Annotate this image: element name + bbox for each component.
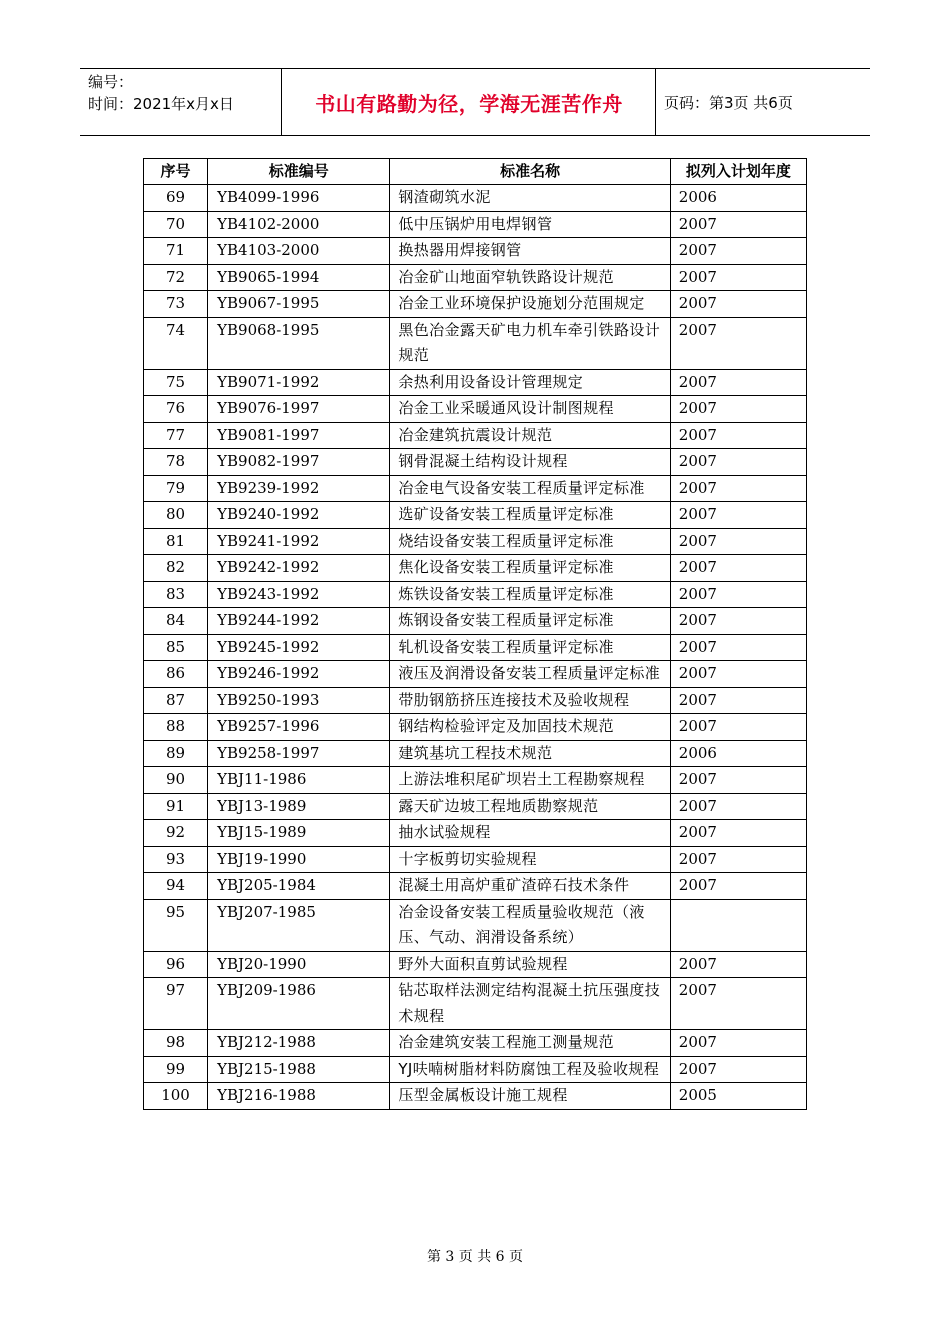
row-number: 88 (144, 714, 208, 741)
planned-year: 2007 (670, 767, 806, 794)
table-row (144, 555, 807, 582)
table-row (144, 291, 807, 318)
row-number: 76 (144, 396, 208, 423)
standard-code: YB9240-1992 (208, 502, 390, 529)
table-row (144, 528, 807, 555)
planned-year: 2007 (670, 581, 806, 608)
standard-code: YB9246-1992 (208, 661, 390, 688)
standard-name: 带肋钢筋挤压连接技术及验收规程 (390, 687, 670, 714)
planned-year: 2007 (670, 422, 806, 449)
table-body (144, 185, 807, 1110)
standard-name: 炼钢设备安装工程质量评定标准 (390, 608, 670, 635)
standard-code: YBJ216-1988 (208, 1083, 390, 1110)
planned-year: 2007 (670, 528, 806, 555)
table-row (144, 238, 807, 265)
table-row (144, 317, 807, 369)
standard-code: YBJ209-1986 (208, 978, 390, 1030)
table-row (144, 608, 807, 635)
header-divider (655, 69, 656, 135)
col-header-name: 标准名称 (390, 159, 670, 185)
standard-code: YB9067-1995 (208, 291, 390, 318)
standard-code: YB9239-1992 (208, 475, 390, 502)
standard-name: 钢骨混凝土结构设计规程 (390, 449, 670, 476)
planned-year: 2007 (670, 793, 806, 820)
planned-year: 2007 (670, 396, 806, 423)
row-number: 93 (144, 846, 208, 873)
planned-year: 2007 (670, 608, 806, 635)
standard-code: YB9082-1997 (208, 449, 390, 476)
planned-year: 2006 (670, 185, 806, 212)
standard-code: YB9258-1997 (208, 740, 390, 767)
table-row (144, 449, 807, 476)
col-header-code: 标准编号 (208, 159, 390, 185)
header-page-info: 页码：第3页 共6页 (664, 93, 793, 112)
standard-name: 上游法堆积尾矿坝岩土工程勘察规程 (390, 767, 670, 794)
standard-code: YB4102-2000 (208, 211, 390, 238)
row-number: 99 (144, 1056, 208, 1083)
standard-name: 低中压锅炉用电焊钢管 (390, 211, 670, 238)
table-row (144, 1030, 807, 1057)
row-number: 84 (144, 608, 208, 635)
header-meta (88, 71, 234, 115)
planned-year: 2007 (670, 317, 806, 369)
standard-name: 炼铁设备安装工程质量评定标准 (390, 581, 670, 608)
table-row (144, 211, 807, 238)
table-row (144, 369, 807, 396)
standard-name: 冶金建筑抗震设计规范 (390, 422, 670, 449)
standard-code: YBJ215-1988 (208, 1056, 390, 1083)
row-number: 74 (144, 317, 208, 369)
standard-name: 冶金工业环境保护设施划分范围规定 (390, 291, 670, 318)
standard-name: 压型金属板设计施工规程 (390, 1083, 670, 1110)
row-number: 97 (144, 978, 208, 1030)
planned-year: 2007 (670, 449, 806, 476)
standard-code: YBJ207-1985 (208, 899, 390, 951)
table-row (144, 661, 807, 688)
table-row (144, 185, 807, 212)
planned-year: 2007 (670, 951, 806, 978)
row-number: 79 (144, 475, 208, 502)
standard-name: 野外大面积直剪试验规程 (390, 951, 670, 978)
table-row (144, 978, 807, 1030)
planned-year: 2007 (670, 369, 806, 396)
planned-year: 2007 (670, 1030, 806, 1057)
row-number: 80 (144, 502, 208, 529)
table-row (144, 1056, 807, 1083)
standard-name: 混凝土用高炉重矿渣碎石技术条件 (390, 873, 670, 900)
table-row (144, 687, 807, 714)
standard-name: 液压及润滑设备安装工程质量评定标准 (390, 661, 670, 688)
standard-name: YJ呋喃树脂材料防腐蚀工程及验收规程 (390, 1056, 670, 1083)
table-row (144, 873, 807, 900)
table-row (144, 846, 807, 873)
table-row (144, 475, 807, 502)
planned-year: 2007 (670, 475, 806, 502)
row-number: 70 (144, 211, 208, 238)
standard-name: 焦化设备安装工程质量评定标准 (390, 555, 670, 582)
row-number: 90 (144, 767, 208, 794)
table-row (144, 820, 807, 847)
table-row (144, 634, 807, 661)
standard-code: YBJ15-1989 (208, 820, 390, 847)
standard-name: 露天矿边坡工程地质勘察规范 (390, 793, 670, 820)
planned-year: 2007 (670, 661, 806, 688)
table-row (144, 396, 807, 423)
table-row (144, 740, 807, 767)
page-header (80, 68, 870, 136)
planned-year: 2007 (670, 634, 806, 661)
col-header-no: 序号 (144, 159, 208, 185)
standard-name: 钢渣砌筑水泥 (390, 185, 670, 212)
table-row (144, 1083, 807, 1110)
planned-year: 2007 (670, 1056, 806, 1083)
standard-code: YB4103-2000 (208, 238, 390, 265)
standard-code: YB9242-1992 (208, 555, 390, 582)
row-number: 71 (144, 238, 208, 265)
standard-name: 冶金工业采暖通风设计制图规程 (390, 396, 670, 423)
row-number: 83 (144, 581, 208, 608)
table-row (144, 899, 807, 951)
table-row (144, 767, 807, 794)
planned-year: 2007 (670, 978, 806, 1030)
table-row (144, 502, 807, 529)
standard-code: YB9257-1996 (208, 714, 390, 741)
planned-year: 2007 (670, 555, 806, 582)
row-number: 75 (144, 369, 208, 396)
planned-year: 2007 (670, 873, 806, 900)
row-number: 91 (144, 793, 208, 820)
standard-code: YB9081-1997 (208, 422, 390, 449)
standards-table (143, 158, 807, 1110)
standard-code: YB9071-1992 (208, 369, 390, 396)
standard-code: YBJ205-1984 (208, 873, 390, 900)
table-row (144, 422, 807, 449)
planned-year: 2007 (670, 238, 806, 265)
standard-name: 黑色冶金露天矿电力机车牵引铁路设计规范 (390, 317, 670, 369)
standard-name: 选矿设备安装工程质量评定标准 (390, 502, 670, 529)
page-footer: 第 3 页 共 6 页 (426, 1249, 524, 1265)
row-number: 78 (144, 449, 208, 476)
table-row (144, 264, 807, 291)
planned-year: 2007 (670, 291, 806, 318)
standard-code: YB9241-1992 (208, 528, 390, 555)
standard-name: 余热利用设备设计管理规定 (390, 369, 670, 396)
col-header-year: 拟列入计划年度 (670, 159, 806, 185)
standard-code: YBJ20-1990 (208, 951, 390, 978)
standard-name: 烧结设备安装工程质量评定标准 (390, 528, 670, 555)
doc-time-label: 时间：2021年x月x日 (88, 95, 234, 113)
table-row (144, 793, 807, 820)
header-motto: 书山有路勤为径，学海无涯苦作舟 (315, 91, 623, 116)
row-number: 85 (144, 634, 208, 661)
doc-number-label: 编号： (88, 73, 134, 91)
standard-name: 十字板剪切实验规程 (390, 846, 670, 873)
planned-year: 2007 (670, 714, 806, 741)
planned-year: 2005 (670, 1083, 806, 1110)
planned-year (670, 899, 806, 951)
standard-name: 冶金设备安装工程质量验收规范（液压、气动、润滑设备系统） (390, 899, 670, 951)
row-number: 100 (144, 1083, 208, 1110)
planned-year: 2007 (670, 687, 806, 714)
standard-code: YB9076-1997 (208, 396, 390, 423)
standard-name: 钻芯取样法测定结构混凝土抗压强度技术规程 (390, 978, 670, 1030)
table-row (144, 581, 807, 608)
table-row (144, 714, 807, 741)
standard-name: 冶金矿山地面窄轨铁路设计规范 (390, 264, 670, 291)
row-number: 86 (144, 661, 208, 688)
row-number: 73 (144, 291, 208, 318)
row-number: 82 (144, 555, 208, 582)
planned-year: 2007 (670, 211, 806, 238)
row-number: 98 (144, 1030, 208, 1057)
standard-code: YB9245-1992 (208, 634, 390, 661)
table-header-row (144, 159, 807, 185)
standard-name: 轧机设备安装工程质量评定标准 (390, 634, 670, 661)
row-number: 87 (144, 687, 208, 714)
standard-code: YB4099-1996 (208, 185, 390, 212)
standard-code: YB9244-1992 (208, 608, 390, 635)
planned-year: 2007 (670, 502, 806, 529)
row-number: 81 (144, 528, 208, 555)
standard-name: 换热器用焊接钢管 (390, 238, 670, 265)
standard-code: YB9243-1992 (208, 581, 390, 608)
standard-code: YBJ212-1988 (208, 1030, 390, 1057)
row-number: 94 (144, 873, 208, 900)
standard-code: YBJ11-1986 (208, 767, 390, 794)
standard-code: YBJ19-1990 (208, 846, 390, 873)
planned-year: 2007 (670, 820, 806, 847)
planned-year: 2006 (670, 740, 806, 767)
standard-name: 钢结构检验评定及加固技术规范 (390, 714, 670, 741)
standard-code: YB9068-1995 (208, 317, 390, 369)
standard-code: YB9250-1993 (208, 687, 390, 714)
row-number: 72 (144, 264, 208, 291)
row-number: 69 (144, 185, 208, 212)
planned-year: 2007 (670, 846, 806, 873)
row-number: 96 (144, 951, 208, 978)
row-number: 77 (144, 422, 208, 449)
table-row (144, 951, 807, 978)
planned-year: 2007 (670, 264, 806, 291)
row-number: 95 (144, 899, 208, 951)
row-number: 89 (144, 740, 208, 767)
standard-code: YB9065-1994 (208, 264, 390, 291)
standard-name: 抽水试验规程 (390, 820, 670, 847)
standard-name: 冶金建筑安装工程施工测量规范 (390, 1030, 670, 1057)
standard-code: YBJ13-1989 (208, 793, 390, 820)
standard-name: 冶金电气设备安装工程质量评定标准 (390, 475, 670, 502)
row-number: 92 (144, 820, 208, 847)
standard-name: 建筑基坑工程技术规范 (390, 740, 670, 767)
